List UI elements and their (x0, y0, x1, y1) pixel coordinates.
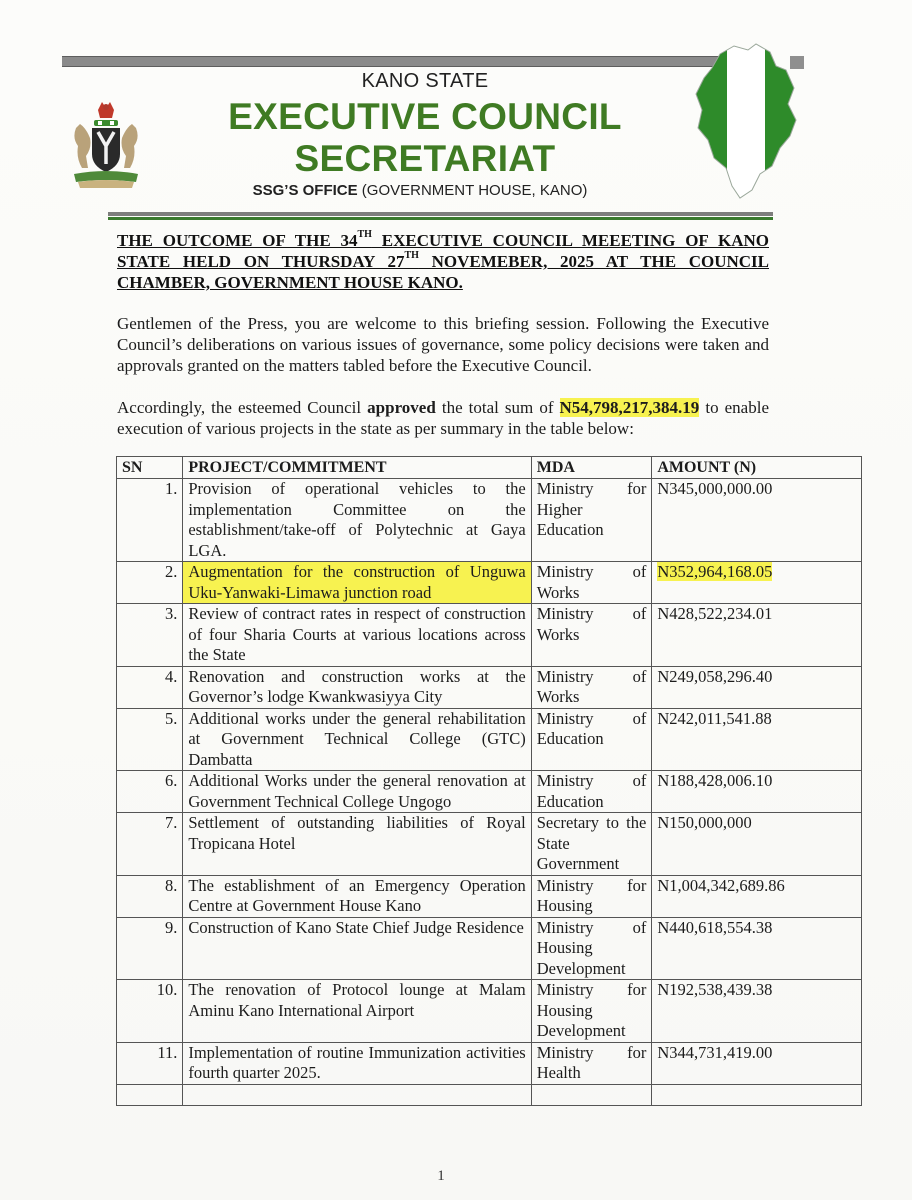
row-amount: N249,058,296.40 (652, 666, 862, 708)
kano-state-map-icon (690, 40, 802, 202)
row-mda: Ministry for Health (531, 1042, 652, 1084)
row-project: Provision of operational vehicles to the implementation Committee on the establishment/take-off of Polytechnic at Gaya LGA. (183, 479, 531, 562)
row-project: Additional Works under the general renovation at Government Technical College Ungogo (183, 771, 531, 813)
projects-table (116, 456, 862, 1106)
table-row (117, 875, 862, 917)
header-title-line2: SECRETARIAT (294, 138, 556, 179)
row-project: Settlement of outstanding liabilities of Royal Tropicana Hotel (183, 813, 531, 876)
approval-text-before: Accordingly, the esteemed Council (117, 398, 368, 417)
row-sn: 1. (117, 479, 183, 562)
row-mda: Ministry for Housing (531, 875, 652, 917)
row-project: The renovation of Protocol lounge at Malam Aminu Kano International Airport (183, 980, 531, 1043)
row-amount: N345,000,000.00 (652, 479, 862, 562)
row-amount (652, 562, 862, 604)
row-mda: Secretary to the State Government (531, 813, 652, 876)
heading-part3: NOVEMEBER, 2025 AT THE COUNCIL CHAMBER, GOVERNMENT HOUSE KANO. (117, 252, 769, 292)
row-mda: Ministry of Education (531, 771, 652, 813)
header-sn: SN (117, 457, 183, 479)
table-row (117, 666, 862, 708)
table-row (117, 1042, 862, 1084)
heading-part1: THE OUTCOME OF THE 34 (117, 231, 358, 250)
table-header-row (117, 457, 862, 479)
header-amount: AMOUNT (N) (652, 457, 862, 479)
row-mda: Ministry of Works (531, 666, 652, 708)
empty-cell (531, 1084, 652, 1106)
table-row (117, 708, 862, 771)
row-amount-highlight: N352,964,168.05 (657, 562, 773, 581)
row-project: Implementation of routine Immunization activities fourth quarter 2025. (183, 1042, 531, 1084)
empty-cell (652, 1084, 862, 1106)
row-amount: N440,618,554.38 (652, 917, 862, 980)
table-row (117, 479, 862, 562)
page-number: 1 (437, 1168, 445, 1184)
row-amount: N1,004,342,689.86 (652, 875, 862, 917)
row-amount: N242,011,541.88 (652, 708, 862, 771)
row-sn: 7. (117, 813, 183, 876)
header-title-line1: EXECUTIVE COUNCIL (228, 96, 622, 137)
heading-part2: EXECUTIVE COUNCIL MEEETING OF KANO STATE HELD ON THURSDAY 27 (117, 231, 769, 271)
row-sn: 5. (117, 708, 183, 771)
row-project: Augmentation for the construction of Unguwa Uku-Yanwaki-Limawa junction road (183, 562, 531, 604)
heading-sup2: TH (404, 250, 419, 261)
table-row (117, 604, 862, 667)
header-office (230, 182, 610, 199)
row-sn: 11. (117, 1042, 183, 1084)
header-office-rest: (GOVERNMENT HOUSE, KANO) (357, 182, 588, 199)
table-empty-row (117, 1084, 862, 1106)
empty-cell (183, 1084, 531, 1106)
approval-text-after: to enable execution of various projects in the state as per summary in the table below: (117, 398, 769, 438)
heading-sup1: TH (357, 229, 372, 240)
row-mda: Ministry of Education (531, 708, 652, 771)
empty-cell (117, 1084, 183, 1106)
row-project: Additional works under the general rehabilitation at Government Technical College (GTC) Dambatta (183, 708, 531, 771)
approval-bold-word: approved (367, 398, 436, 417)
row-project: The establishment of an Emergency Operation Centre at Government House Kano (183, 875, 531, 917)
row-sn: 6. (117, 771, 183, 813)
header-bottom-green-rule (108, 217, 773, 220)
row-sn: 10. (117, 980, 183, 1043)
row-amount: N428,522,234.01 (652, 604, 862, 667)
row-sn: 4. (117, 666, 183, 708)
header-project: PROJECT/COMMITMENT (183, 457, 531, 479)
header-office-bold: SSG’S OFFICE (252, 182, 358, 199)
row-mda: Ministry of Works (531, 604, 652, 667)
header-top-rule (62, 56, 770, 67)
approval-paragraph (117, 397, 769, 439)
row-amount: N188,428,006.10 (652, 771, 862, 813)
row-sn: 3. (117, 604, 183, 667)
table-row (117, 980, 862, 1043)
row-sn: 9. (117, 917, 183, 980)
header-mda: MDA (531, 457, 652, 479)
row-mda: Ministry for Housing Development (531, 980, 652, 1043)
row-amount: N150,000,000 (652, 813, 862, 876)
row-project: Construction of Kano State Chief Judge Residence (183, 917, 531, 980)
row-sn: 2. (117, 562, 183, 604)
coat-of-arms-icon (68, 98, 144, 190)
row-amount: N192,538,439.38 (652, 980, 862, 1043)
table-row (117, 562, 862, 604)
row-sn: 8. (117, 875, 183, 917)
row-mda: Ministry of Works (531, 562, 652, 604)
table-row (117, 917, 862, 980)
approval-total-amount: N54,798,217,384.19 (559, 398, 700, 417)
approval-text-middle: the total sum of (435, 398, 560, 417)
row-mda: Ministry of Housing Development (531, 917, 652, 980)
table-row (117, 771, 862, 813)
document-heading (117, 230, 769, 293)
row-mda: Ministry for Higher Education (531, 479, 652, 562)
intro-paragraph: Gentlemen of the Press, you are welcome to this briefing session. Following the Executive Council’s deliberations on various issues of governance, some policy decisions were taken and approvals granted on the matters tabled before the Executive Council. (117, 314, 769, 375)
header-bottom-rule (108, 212, 773, 216)
row-amount: N344,731,419.00 (652, 1042, 862, 1084)
header-state-name: KANO STATE (361, 70, 489, 92)
table-row (117, 813, 862, 876)
row-project: Renovation and construction works at the Governor’s lodge Kwankwasiyya City (183, 666, 531, 708)
row-project: Review of contract rates in respect of construction of four Sharia Courts at various locations across the State (183, 604, 531, 667)
